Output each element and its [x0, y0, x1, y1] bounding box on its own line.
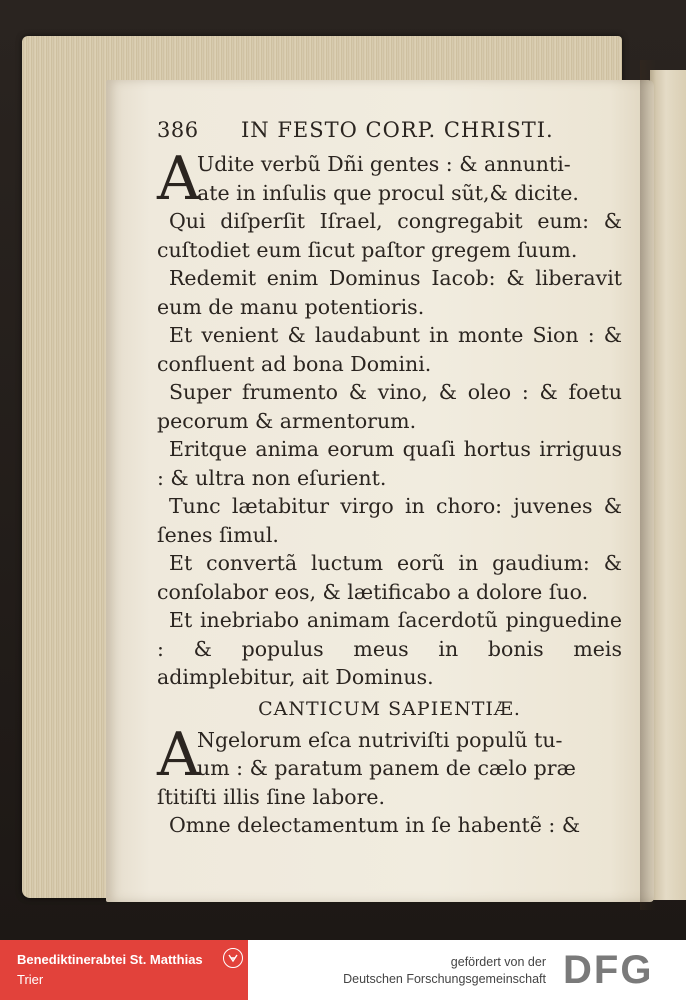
canticum-title: CANTICUM SAPIENTIÆ.	[258, 697, 521, 720]
verse-line: um : & paratum panem de cælo præ	[197, 756, 576, 780]
verse-line: ate in inſulis que procul sũt,& dicite.	[197, 180, 579, 205]
funder-name: Deutschen Forschungsgemeinschaft	[343, 972, 546, 986]
institution-name: Benediktinerabtei St. Matthias	[17, 952, 203, 967]
verse-3: Redemit enim Dominus Iacob: & liberavit eum de manu potentioris.	[157, 266, 622, 319]
verse-9: Et inebriabo animam ſacerdotũ pinguedine : & populus meus in bonis meis adimplebitur, ait Dominus.	[157, 608, 622, 689]
abbey-logo-icon	[223, 948, 243, 968]
page-number: 386	[157, 118, 199, 142]
book-gutter	[640, 60, 656, 910]
page-text	[157, 116, 622, 840]
verse-5: Super frumento & vino, & oleo : & foetu pecorum & armentorum.	[157, 380, 622, 433]
footer-bar	[0, 940, 686, 1000]
verse-6: Eritque anima eorum quaſi hortus irriguus : & ultra non eſurient.	[157, 437, 622, 490]
verse-2: Qui diſperſit Iſrael, congregabit eum: & cuſtodiet eum ſicut paſtor gregem ſuum.	[157, 209, 622, 262]
verse-1	[157, 144, 622, 214]
institution-badge[interactable]	[0, 940, 248, 1000]
running-title: IN FESTO CORP. CHRISTI.	[241, 118, 554, 142]
drop-cap: A	[157, 719, 201, 790]
verse-line: Udite verbũ Dñi gentes : & annunti-	[197, 152, 571, 176]
funded-by-label: gefördert von der	[450, 955, 546, 969]
canticum-verse-1	[157, 719, 622, 790]
dfg-logo[interactable]: DFG	[563, 948, 654, 992]
drop-cap: A	[157, 144, 201, 214]
verse-7: Tunc lætabitur virgo in choro: juvenes & ſenes ſimul.	[157, 494, 622, 547]
canticum-verse-continued: ſtitiſti illis ſine labore.	[157, 784, 386, 809]
verse-line: Ngelorum eſca nutriviſti populũ tu-	[197, 727, 563, 752]
verse-8: Et convertã luctum eorũ in gaudium: & conſolabor eos, & lætificabo a dolore ſuo.	[157, 551, 622, 604]
institution-city: Trier	[17, 972, 44, 987]
canticum-verse-2: Omne delectamentum in ſe habentẽ : &	[169, 813, 581, 837]
funding-note	[343, 954, 546, 988]
verse-4: Et venient & laudabunt in monte Sion : & confluent ad bona Domini.	[157, 323, 622, 376]
page-header	[157, 116, 622, 150]
